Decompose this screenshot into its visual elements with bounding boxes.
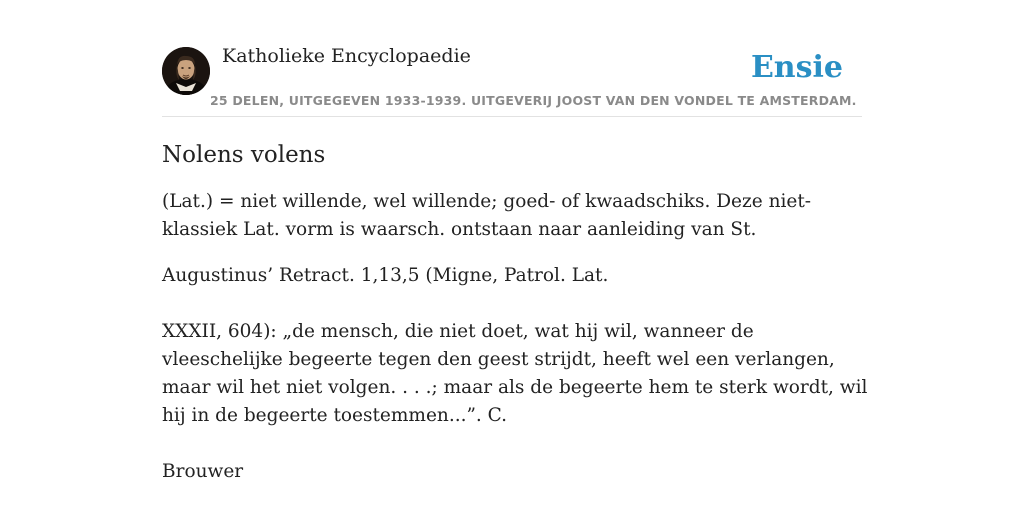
source-subtitle: 25 DELEN, UITGEGEVEN 1933-1939. UITGEVERIJ JOOST VAN DEN VONDEL TE AMSTERDAM. (210, 93, 857, 108)
page-title: Nolens volens (162, 142, 326, 168)
source-title[interactable]: Katholieke Encyclopaedie (222, 45, 471, 67)
ensie-logo-link[interactable]: Ensie (750, 50, 843, 85)
article (162, 138, 872, 486)
source-header (162, 44, 862, 117)
portrait-avatar-icon[interactable] (162, 47, 210, 95)
article-paragraph: Augustinus’ Retract. 1,13,5 (Migne, Patrol. Lat. (162, 265, 609, 286)
article-author: Brouwer (162, 461, 244, 482)
article-paragraph: XXXII, 604): „de mensch, die niet doet, wat hij wil, wanneer de vleeschelijke begeerte tegen den geest strijdt, heeft wel een verlangen, maar wil het niet volgen. . . .; maar als de begeerte hem te sterk wordt, wil hij in de begeerte toestemmen...”. C. (162, 321, 868, 426)
article-paragraph: (Lat.) = niet willende, wel willende; goed- of kwaadschiks. Deze niet-klassiek Lat. vorm is waarsch. ontstaan naar aanleiding van St. (162, 191, 812, 240)
